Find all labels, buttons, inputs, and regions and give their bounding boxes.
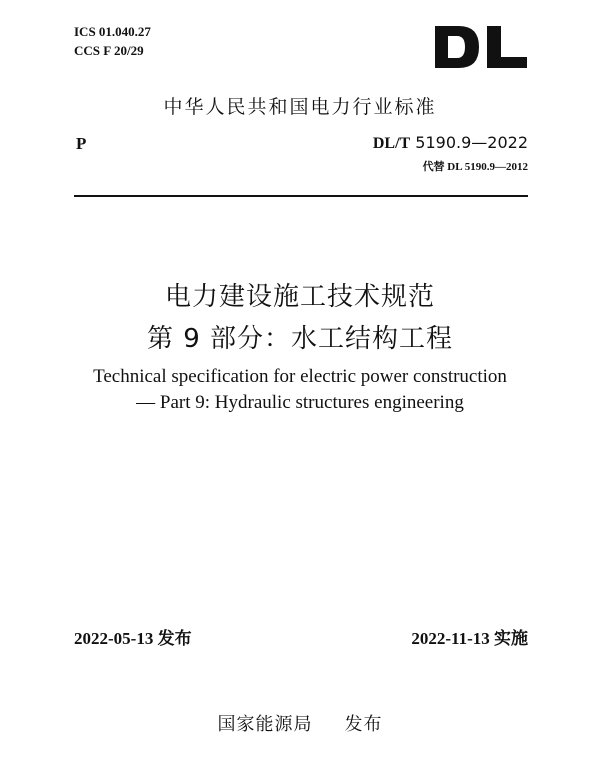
- title-en-line2: — Part 9: Hydraulic structures engineering: [136, 392, 464, 413]
- issuer-action: 发布: [344, 714, 383, 735]
- industry-title: 中华人民共和国电力行业标准: [163, 96, 437, 118]
- issue-date: 2022-05-13 发布: [74, 629, 192, 648]
- issuer-name: 国家能源局: [217, 714, 313, 735]
- standard-code: DL/T: [372, 135, 411, 152]
- effective-date: 2022-11-13 实施: [411, 629, 528, 648]
- header-rule: [74, 195, 528, 197]
- category-letter: P: [76, 134, 87, 153]
- ccs-code: CCS F 20/29: [74, 43, 144, 58]
- issuer: [0, 710, 600, 736]
- dl-logo-graphic: [433, 24, 529, 70]
- title-cn-line1: 电力建设施工技术规范: [164, 282, 435, 312]
- ics-code: ICS 01.040.27: [74, 24, 151, 39]
- replaces-standard: 代替 DL 5190.9—2012: [422, 161, 528, 173]
- title-cn-line2: 第 9 部分：水工结构工程: [146, 324, 454, 354]
- standard-number: [373, 133, 528, 153]
- title-en-line1: Technical specification for electric power construction: [93, 366, 507, 387]
- standard-number-value: 5190.9—2022: [415, 133, 528, 152]
- dl-logo: [433, 24, 529, 74]
